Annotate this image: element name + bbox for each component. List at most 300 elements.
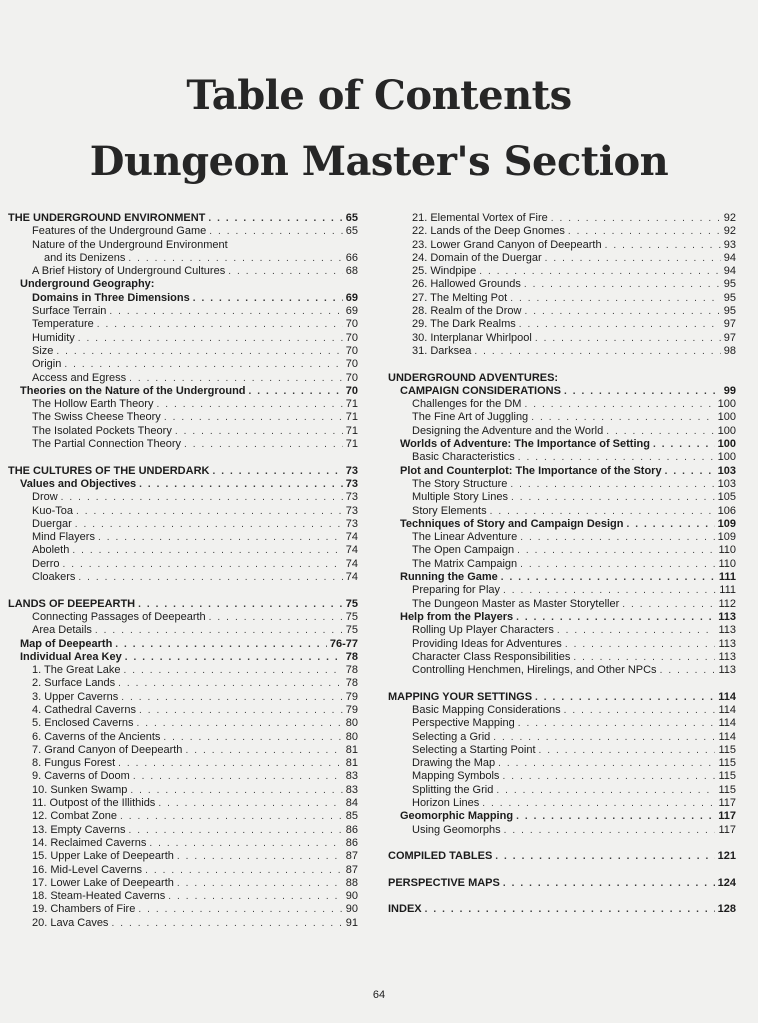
dot-leader	[517, 544, 715, 557]
toc-spacer	[388, 890, 736, 903]
toc-entry-page: 73	[345, 477, 358, 490]
toc-entry-page: 70	[345, 344, 358, 357]
toc-entry-title: The Open Campaign	[412, 544, 515, 557]
toc-entry[interactable]	[8, 212, 358, 225]
dot-leader	[145, 864, 343, 877]
toc-entry[interactable]	[8, 744, 358, 757]
toc-spacer	[8, 451, 358, 464]
toc-entry[interactable]	[8, 305, 358, 318]
toc-entry-title: Access and Egress	[32, 371, 127, 384]
toc-entry[interactable]	[388, 797, 736, 810]
toc-entry[interactable]	[8, 225, 358, 238]
dot-leader	[95, 624, 343, 637]
toc-entry[interactable]	[8, 864, 358, 877]
toc-entry[interactable]	[388, 731, 736, 744]
toc-entry[interactable]	[8, 757, 358, 770]
toc-entry-title: The Swiss Cheese Theory	[32, 411, 161, 424]
toc-entry[interactable]	[388, 252, 736, 265]
toc-entry-title: COMPILED TABLES	[388, 850, 493, 863]
dot-leader	[516, 810, 715, 823]
toc-entry[interactable]	[388, 824, 736, 837]
toc-entry[interactable]	[8, 731, 358, 744]
toc-entry[interactable]	[8, 797, 358, 810]
toc-entry-title: Mapping Symbols	[412, 770, 500, 783]
toc-entry-title: Using Geomorphs	[412, 823, 501, 836]
toc-entry-page: 117	[718, 810, 736, 823]
dot-leader	[208, 212, 342, 225]
toc-entry-page: 112	[718, 597, 736, 610]
dot-leader	[137, 717, 343, 730]
toc-entry-page: 95	[723, 305, 736, 318]
toc-entry[interactable]	[388, 239, 736, 252]
toc-entry-page: 84	[345, 797, 358, 810]
dot-leader	[535, 332, 721, 345]
toc-entry[interactable]	[8, 278, 358, 291]
toc-entry-page: 71	[345, 411, 358, 424]
toc-entry[interactable]	[8, 318, 358, 331]
toc-entry-title: The Isolated Pockets Theory	[32, 424, 172, 437]
dot-leader	[168, 890, 342, 903]
toc-entry[interactable]	[8, 478, 358, 491]
toc-entry-page: 71	[345, 424, 358, 437]
toc-entry-title: The Partial Connection Theory	[32, 438, 181, 451]
toc-entry-title: 7. Grand Canyon of Deepearth	[32, 743, 183, 756]
dot-leader	[209, 225, 342, 238]
toc-entry[interactable]	[388, 571, 736, 584]
dot-leader	[97, 318, 343, 331]
toc-entry[interactable]	[8, 265, 358, 278]
toc-entry[interactable]	[388, 465, 736, 478]
toc-entry[interactable]	[8, 372, 358, 385]
dot-leader	[665, 465, 715, 478]
toc-entry[interactable]	[388, 318, 736, 331]
toc-entry-title: 15. Upper Lake of Deepearth	[32, 850, 174, 863]
toc-entry-title: 1. The Great Lake	[32, 664, 121, 677]
toc-entry-title: 18. Steam-Heated Caverns	[32, 890, 166, 903]
toc-entry[interactable]	[8, 691, 358, 704]
toc-entry-title: 10. Sunken Swamp	[32, 783, 128, 796]
toc-entry-title: 30. Interplanar Whirlpool	[412, 331, 532, 344]
toc-entry-title: CAMPAIGN CONSIDERATIONS	[400, 384, 561, 397]
toc-entry[interactable]	[8, 903, 358, 916]
toc-entry-page: 65	[345, 212, 358, 224]
toc-entry[interactable]	[8, 611, 358, 624]
toc-entry[interactable]	[8, 638, 358, 651]
toc-entry[interactable]	[388, 784, 736, 797]
toc-spacer	[388, 837, 736, 850]
toc-entry-title: 20. Lava Caves	[32, 916, 109, 929]
toc-entry[interactable]	[388, 385, 736, 398]
toc-entry-page: 92	[723, 212, 736, 224]
toc-entry[interactable]	[8, 385, 358, 398]
toc-entry-title: and its Denizens	[44, 251, 126, 264]
toc-entry[interactable]	[8, 544, 358, 557]
toc-entry-title: 2. Surface Lands	[32, 677, 116, 690]
toc-entry[interactable]	[8, 598, 358, 611]
dot-leader	[545, 252, 721, 265]
toc-left-column	[8, 212, 358, 930]
toc-entry-title: Drawing the Map	[412, 757, 496, 770]
toc-entry-title: Challenges for the DM	[412, 398, 522, 411]
toc-entry[interactable]	[8, 252, 358, 265]
toc-entry-page: 93	[723, 238, 736, 251]
toc-entry-title: Theories on the Nature of the Underground	[20, 384, 246, 397]
dot-leader	[511, 491, 715, 504]
toc-entry-page: 90	[345, 890, 358, 903]
toc-entry[interactable]	[388, 744, 736, 757]
toc-entry-page: 83	[345, 783, 358, 796]
toc-entry[interactable]	[8, 438, 358, 451]
dot-leader	[125, 651, 343, 664]
toc-entry-title: Basic Characteristics	[412, 451, 515, 464]
toc-entry-title: 25. Windpipe	[412, 265, 477, 278]
page-number: 64	[372, 989, 386, 1001]
toc-entry-title: 13. Empty Caverns	[32, 823, 126, 836]
dot-leader	[109, 305, 342, 318]
dot-leader	[516, 611, 715, 624]
toc-right-column	[388, 212, 736, 917]
dot-leader	[519, 318, 721, 331]
toc-entry[interactable]	[8, 531, 358, 544]
dot-leader	[524, 278, 721, 291]
toc-entry-title: 24. Domain of the Duergar	[412, 251, 542, 264]
toc-entry[interactable]	[8, 704, 358, 717]
dot-leader	[72, 544, 342, 557]
dot-leader	[498, 757, 715, 770]
toc-entry-title: Individual Area Key	[20, 650, 122, 663]
toc-entry-title: The Story Structure	[412, 477, 508, 490]
toc-entry-page: 113	[718, 664, 736, 677]
toc-entry[interactable]	[8, 491, 358, 504]
toc-entry[interactable]	[8, 717, 358, 730]
toc-entry-page: 95	[723, 291, 736, 304]
toc-entry[interactable]	[388, 425, 736, 438]
toc-entry-page: 91	[345, 916, 358, 929]
dot-leader	[568, 225, 721, 238]
dot-leader	[61, 491, 343, 504]
toc-entry-page: 98	[723, 344, 736, 357]
toc-entry[interactable]	[388, 850, 736, 863]
toc-entry-title: Connecting Passages of Deepearth	[32, 610, 206, 623]
toc-entry-page: 70	[345, 331, 358, 344]
toc-entry[interactable]	[388, 265, 736, 278]
dot-leader	[164, 411, 343, 424]
toc-entry-title: Help from the Players	[400, 610, 514, 623]
toc-entry-title: Aboleth	[32, 544, 70, 557]
toc-entry[interactable]	[388, 505, 736, 518]
toc-entry-page: 73	[345, 517, 358, 530]
toc-entry-title: Providing Ideas for Adventures	[412, 637, 562, 650]
toc-spacer	[8, 584, 358, 597]
dot-leader	[78, 332, 343, 345]
toc-entry[interactable]	[388, 278, 736, 291]
toc-entry-title: Basic Mapping Considerations	[412, 703, 561, 716]
toc-entry[interactable]	[8, 518, 358, 531]
toc-entry-page: 71	[345, 438, 358, 451]
toc-entry-title: Geomorphic Mapping	[400, 810, 514, 823]
page-subtitle: Dungeon Master's Section	[89, 138, 669, 185]
dot-leader	[627, 518, 715, 531]
toc-entry[interactable]	[388, 810, 736, 823]
toc-entry-title: 3. Upper Caverns	[32, 690, 119, 703]
toc-entry-page: 106	[717, 504, 736, 517]
toc-entry-page: 70	[345, 384, 358, 397]
toc-entry-title: Running the Game	[400, 571, 498, 584]
toc-entry[interactable]	[388, 478, 736, 491]
toc-entry-page: 121	[717, 850, 736, 863]
toc-entry[interactable]	[388, 544, 736, 557]
toc-entry-page: 74	[345, 571, 358, 584]
toc-entry[interactable]	[388, 770, 736, 783]
toc-entry-title: 31. Darksea	[412, 344, 472, 357]
toc-entry[interactable]	[8, 345, 358, 358]
toc-entry[interactable]	[388, 704, 736, 717]
toc-entry[interactable]	[8, 624, 358, 637]
toc-entry-title: Features of the Underground Game	[32, 225, 207, 238]
toc-entry[interactable]	[8, 465, 358, 478]
dot-leader	[56, 345, 342, 358]
dot-leader	[606, 425, 714, 438]
dot-leader	[115, 638, 327, 651]
toc-entry[interactable]	[8, 810, 358, 823]
toc-entry[interactable]	[8, 677, 358, 690]
dot-leader	[212, 465, 342, 478]
toc-entry[interactable]	[388, 558, 736, 571]
toc-entry-title: 29. The Dark Realms	[412, 318, 516, 331]
toc-entry-page: 113	[718, 624, 736, 637]
toc-entry[interactable]	[388, 664, 736, 677]
toc-entry-page: 100	[717, 398, 736, 411]
dot-leader	[228, 265, 343, 278]
dot-leader	[520, 558, 715, 571]
toc-entry[interactable]	[388, 372, 736, 385]
toc-entry-page: 115	[718, 770, 736, 783]
toc-entry[interactable]	[8, 837, 358, 850]
toc-entry[interactable]	[388, 757, 736, 770]
dot-leader	[510, 478, 714, 491]
toc-entry[interactable]	[8, 784, 358, 797]
toc-entry[interactable]	[388, 332, 736, 345]
dot-leader	[474, 345, 720, 358]
toc-entry-page: 115	[718, 783, 736, 796]
toc-entry-page: 78	[345, 650, 358, 663]
toc-entry-title: The Linear Adventure	[412, 531, 518, 544]
toc-entry[interactable]	[8, 425, 358, 438]
toc-entry-page: 124	[717, 876, 736, 889]
dot-leader	[139, 704, 343, 717]
toc-entry-page: 100	[717, 438, 736, 451]
toc-entry-page: 76-77	[329, 637, 358, 650]
dot-leader	[520, 531, 714, 544]
toc-entry-page: 65	[345, 225, 358, 238]
toc-spacer	[388, 358, 736, 371]
toc-entry[interactable]	[388, 212, 736, 225]
toc-entry-title: The Dungeon Master as Master Storyteller	[412, 597, 620, 610]
toc-entry[interactable]	[388, 598, 736, 611]
toc-entry-title: Nature of the Underground Environment	[32, 238, 228, 251]
toc-entry[interactable]	[8, 824, 358, 837]
dot-leader	[518, 451, 715, 464]
dot-leader	[504, 824, 716, 837]
toc-entry[interactable]	[8, 411, 358, 424]
toc-entry-title: 12. Combat Zone	[32, 810, 117, 823]
dot-leader	[502, 770, 715, 783]
toc-entry-page: 69	[345, 305, 358, 318]
toc-entry[interactable]	[8, 664, 358, 677]
toc-entry[interactable]	[8, 505, 358, 518]
toc-spacer	[388, 677, 736, 690]
toc-entry-title: Mind Flayers	[32, 531, 95, 544]
toc-entry[interactable]	[388, 345, 736, 358]
toc-entry-page: 68	[345, 265, 358, 278]
toc-entry-title: Values and Objectives	[20, 477, 137, 490]
toc-entry[interactable]	[388, 225, 736, 238]
dot-leader	[495, 850, 714, 863]
toc-entry[interactable]	[388, 717, 736, 730]
toc-entry-page: 80	[345, 717, 358, 730]
dot-leader	[501, 571, 716, 584]
toc-entry-page: 99	[723, 384, 736, 397]
toc-entry-page: 75	[345, 597, 358, 610]
toc-entry[interactable]	[8, 850, 358, 863]
dot-leader	[565, 638, 716, 651]
toc-entry[interactable]	[8, 571, 358, 584]
toc-entry-title: 23. Lower Grand Canyon of Deepearth	[412, 238, 602, 251]
toc-entry-page: 100	[717, 411, 736, 424]
toc-entry-title: Humidity	[32, 331, 75, 344]
toc-entry-page: 97	[723, 331, 736, 344]
dot-leader	[539, 744, 716, 757]
toc-entry-title: Worlds of Adventure: The Importance of Setting	[400, 438, 650, 451]
toc-entry-title: 5. Enclosed Caverns	[32, 717, 134, 730]
toc-entry-title: Drow	[32, 491, 58, 504]
dot-leader	[149, 837, 342, 850]
toc-entry[interactable]	[388, 491, 736, 504]
toc-entry-page: 87	[345, 850, 358, 863]
toc-entry-title: Selecting a Grid	[412, 730, 491, 743]
toc-entry-title: Splitting the Grid	[412, 783, 494, 796]
toc-entry-page: 73	[345, 491, 358, 504]
toc-entry[interactable]	[8, 890, 358, 903]
dot-leader	[156, 398, 342, 411]
dot-leader	[496, 784, 715, 797]
toc-entry-page: 115	[718, 743, 736, 756]
toc-entry[interactable]	[8, 358, 358, 371]
dot-leader	[660, 664, 716, 677]
toc-entry[interactable]	[388, 531, 736, 544]
toc-entry[interactable]	[388, 691, 736, 704]
dot-leader	[78, 571, 342, 584]
toc-entry-page: 97	[723, 318, 736, 331]
dot-leader	[118, 677, 343, 690]
toc-entry-page: 92	[723, 225, 736, 238]
toc-entry-title: Preparing for Play	[412, 584, 501, 597]
toc-entry[interactable]	[388, 624, 736, 637]
toc-entry-page: 94	[723, 251, 736, 264]
toc-entry[interactable]	[388, 584, 736, 597]
toc-entry-page: 113	[718, 637, 736, 650]
dot-leader	[479, 265, 721, 278]
toc-entry-title: 14. Reclaimed Caverns	[32, 836, 147, 849]
toc-entry-page: 85	[345, 810, 358, 823]
toc-entry[interactable]	[8, 332, 358, 345]
dot-leader	[524, 398, 714, 411]
toc-entry-title: Perspective Mapping	[412, 717, 515, 730]
toc-entry[interactable]	[388, 903, 736, 916]
dot-leader	[622, 598, 715, 611]
dot-leader	[177, 850, 343, 863]
page-title: Table of Contents	[186, 72, 572, 119]
toc-entry[interactable]	[388, 451, 736, 464]
toc-entry[interactable]	[388, 638, 736, 651]
toc-entry-title: Duergar	[32, 517, 72, 530]
toc-entry[interactable]	[388, 651, 736, 664]
toc-entry[interactable]	[388, 438, 736, 451]
toc-entry-title: 9. Caverns of Doom	[32, 770, 130, 783]
toc-entry-page: 100	[717, 424, 736, 437]
dot-leader	[75, 518, 343, 531]
dot-leader	[518, 717, 716, 730]
toc-entry-title: 4. Cathedral Caverns	[32, 703, 136, 716]
toc-entry[interactable]	[388, 877, 736, 890]
toc-entry[interactable]	[388, 411, 736, 424]
toc-entry[interactable]	[8, 239, 358, 252]
toc-entry-page: 110	[718, 544, 736, 557]
toc-entry[interactable]	[8, 770, 358, 783]
dot-leader	[63, 558, 343, 571]
toc-entry-page: 80	[345, 730, 358, 743]
toc-entry[interactable]	[8, 917, 358, 930]
toc-entry-page: 73	[345, 464, 358, 477]
toc-entry[interactable]	[388, 398, 736, 411]
toc-entry-title: Area Details	[32, 624, 92, 637]
toc-spacer	[388, 864, 736, 877]
toc-entry[interactable]	[388, 518, 736, 531]
dot-leader	[490, 505, 715, 518]
toc-entry-page: 109	[717, 531, 736, 544]
toc-entry[interactable]	[8, 651, 358, 664]
toc-entry-title: Size	[32, 344, 54, 357]
toc-entry[interactable]	[8, 398, 358, 411]
toc-entry-page: 81	[345, 757, 358, 770]
toc-entry-page: 79	[345, 690, 358, 703]
toc-entry-page: 69	[345, 291, 358, 304]
dot-leader	[193, 292, 343, 305]
toc-entry-title: Designing the Adventure and the World	[412, 424, 604, 437]
toc-entry-page: 75	[345, 610, 358, 623]
dot-leader	[482, 797, 715, 810]
dot-leader	[138, 598, 343, 611]
toc-entry[interactable]	[8, 558, 358, 571]
toc-entry-page: 83	[345, 770, 358, 783]
dot-leader	[564, 704, 716, 717]
toc-entry-title: Origin	[32, 358, 62, 371]
toc-entry[interactable]	[388, 611, 736, 624]
dot-leader	[64, 358, 342, 371]
toc-entry[interactable]	[388, 292, 736, 305]
toc-entry[interactable]	[8, 877, 358, 890]
dot-leader	[123, 664, 342, 677]
dot-leader	[139, 478, 343, 491]
toc-entry[interactable]	[8, 292, 358, 305]
toc-entry-title: Selecting a Starting Point	[412, 743, 536, 756]
toc-entry-page: 114	[718, 730, 736, 743]
dot-leader	[524, 305, 720, 318]
toc-entry[interactable]	[388, 305, 736, 318]
toc-entry-title: Map of Deepearth	[20, 637, 113, 650]
toc-entry-title: Kuo-Toa	[32, 504, 73, 517]
dot-leader	[121, 691, 343, 704]
